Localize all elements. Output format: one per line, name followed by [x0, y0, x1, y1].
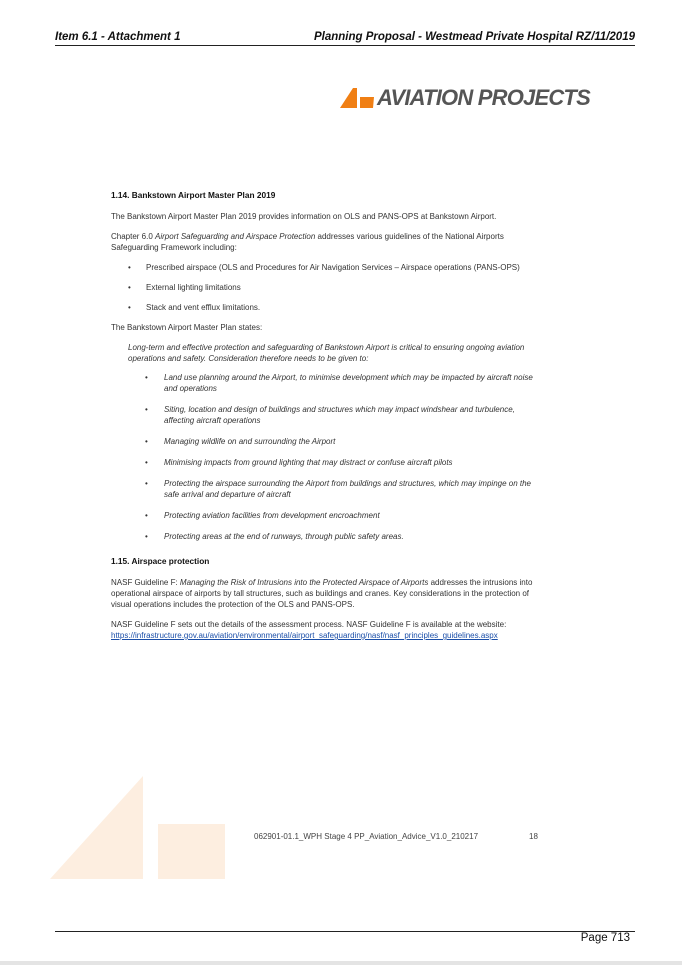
paragraph: The Bankstown Airport Master Plan states:: [111, 323, 263, 332]
section-heading: 1.14. Bankstown Airport Master Plan 2019: [111, 190, 276, 200]
logo-text: AVIATION PROJECTS: [377, 85, 590, 110]
page-number: Page 713: [580, 932, 630, 944]
list-item: • Protecting aviation facilities from development encroachment: [128, 510, 541, 521]
nasf-guidelines-link[interactable]: https://infrastructure.gov.au/aviation/environmental/airport_safeguarding/nasf/nasf_principles_guidelines.aspx: [111, 631, 498, 640]
list-item: • Protecting the airspace surrounding the Airport from buildings and structures, which may impinge on the safe arrival and departure of aircraft: [128, 478, 541, 500]
header-item-label: Item 6.1 - Attachment 1: [55, 31, 181, 43]
paragraph: NASF Guideline F: Managing the Risk of Intrusions into the Protected Airspace of Airports addresses the intrusions into operational airspace of airports by tall structures, such as buildings and cranes. Key considerations in the protection of visual operations includes the protection of the OLS and PANS-OPS.: [111, 578, 533, 609]
document-page-number: 18: [529, 832, 538, 841]
section-heading: 1.15. Airspace protection: [111, 556, 210, 566]
document-reference: 062901-01.1_WPH Stage 4 PP_Aviation_Advice_V1.0_210217: [254, 832, 479, 841]
quote-bullet-list: [128, 372, 541, 542]
paragraph: NASF Guideline F sets out the details of the assessment process. NASF Guideline F is available at the website: https://infrastructure.gov.au/aviation/environmental/airport_safeguarding/nasf/nasf_principles_guidelines.aspx: [111, 619, 541, 641]
header-document-title: Planning Proposal - Westmead Private Hospital RZ/11/2019: [313, 31, 635, 43]
list-item: • External lighting limitations: [111, 282, 541, 293]
bottom-bar: [0, 961, 682, 965]
logo-mark-icon: [340, 88, 374, 108]
list-item: • Siting, location and design of buildings and structures which may impact windshear and turbulence, affecting aircraft operations: [128, 404, 541, 426]
list-item: • Land use planning around the Airport, to minimise development which may be impacted by aircraft noise and operations: [128, 372, 541, 394]
page-header: [55, 31, 635, 46]
paragraph: Chapter 6.0 Airport Safeguarding and Airspace Protection addresses various guidelines of the National Airports Safeguarding Framework including:: [111, 232, 504, 252]
document-footer: [254, 832, 538, 841]
list-item: • Stack and vent efflux limitations.: [111, 302, 541, 313]
paragraph: The Bankstown Airport Master Plan 2019 provides information on OLS and PANS-OPS at Bankstown Airport.: [111, 212, 497, 221]
document-body: [111, 190, 541, 650]
watermark-logo-icon: [50, 776, 230, 881]
list-item: • Prescribed airspace (OLS and Procedures for Air Navigation Services – Airspace operations (PANS-OPS): [111, 262, 541, 273]
list-item: • Minimising impacts from ground lighting that may distract or confuse aircraft pilots: [128, 457, 541, 468]
quote: Long-term and effective protection and safeguarding of Bankstown Airport is critical to ensuring ongoing aviation operations and safety. Consideration therefore needs to be given to:: [128, 343, 525, 363]
list-item: • Protecting areas at the end of runways, through public safety areas.: [128, 531, 541, 542]
footer-divider: [55, 931, 635, 932]
bullet-list: [111, 262, 541, 313]
list-item: • Managing wildlife on and surrounding the Airport: [128, 436, 541, 447]
